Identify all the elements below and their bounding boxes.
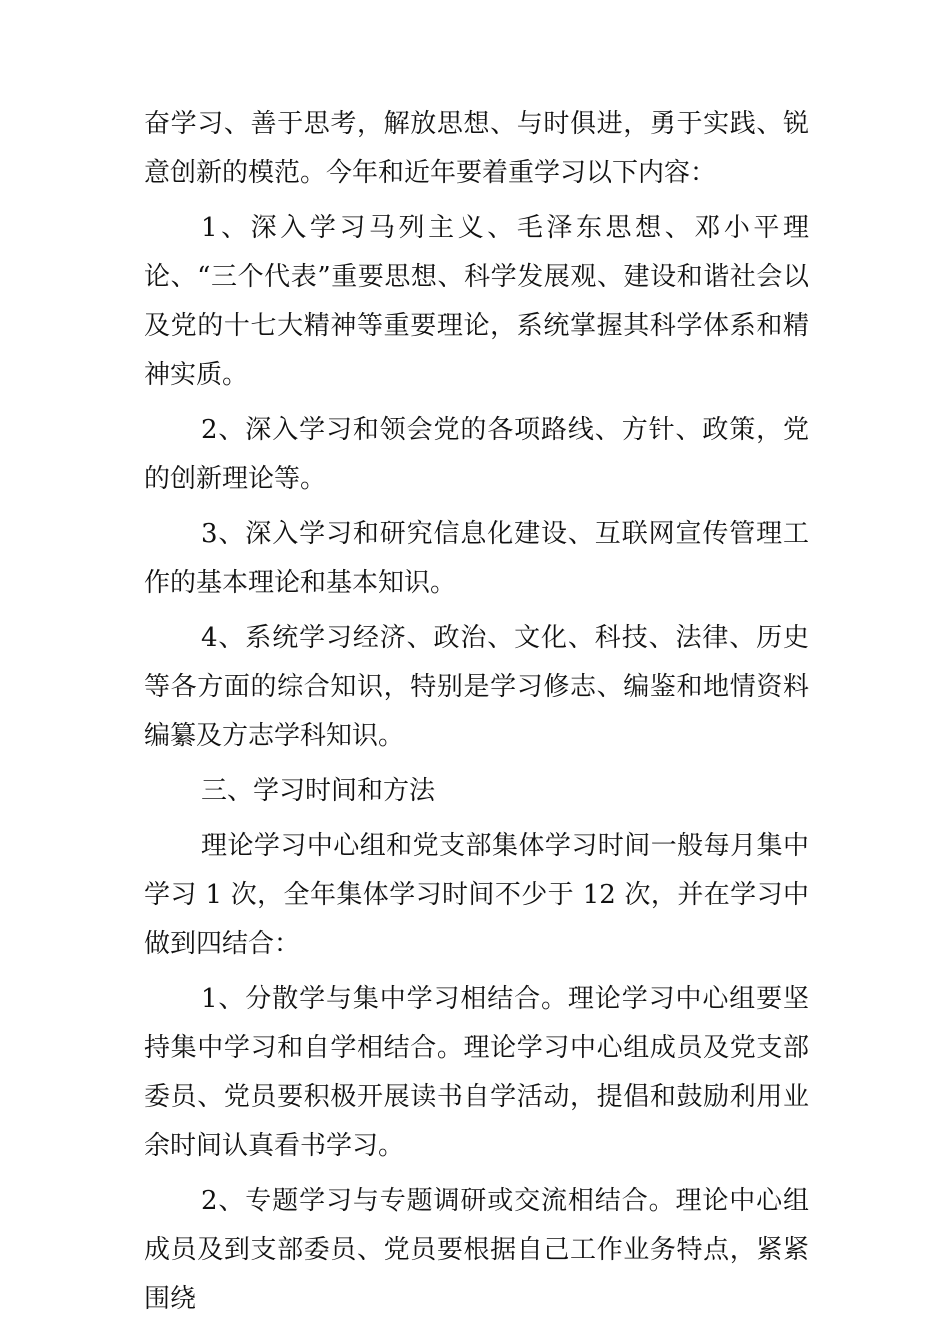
paragraph-method-1: 1、分散学与集中学习相结合。理论学习中心组要坚持集中学习和自学相结合。理论学习中心组成员及党支部委员、党员要积极开展读书自学活动，提倡和鼓励利用业余时间认真看书学习。 bbox=[144, 984, 809, 1161]
paragraph-intro: 奋学习、善于思考，解放思想、与时俱进，勇于实践、锐意创新的模范。今年和近年要着重学习以下内容： bbox=[144, 109, 809, 188]
paragraph-schedule: 理论学习中心组和党支部集体学习时间一般每月集中学习 1 次，全年集体学习时间不少于 12 次，并在学习中做到四结合： bbox=[144, 831, 809, 959]
section-heading: 三、学习时间和方法 bbox=[201, 776, 436, 806]
paragraph-item-4: 4、系统学习经济、政治、文化、科技、法律、历史等各方面的综合知识，特别是学习修志、编鉴和地情资料编纂及方志学科知识。 bbox=[144, 623, 809, 751]
paragraph-item-3: 3、深入学习和研究信息化建设、互联网宣传管理工作的基本理论和基本知识。 bbox=[144, 519, 809, 598]
paragraph-item-2: 2、深入学习和领会党的各项路线、方针、政策，党的创新理论等。 bbox=[144, 415, 809, 494]
document-body bbox=[144, 100, 809, 1330]
paragraph-item-1: 1、深入学习马列主义、毛泽东思想、邓小平理论、“三个代表”重要思想、科学发展观、建设和谐社会以及党的十七大精神等重要理论，系统掌握其科学体系和精神实质。 bbox=[144, 213, 809, 390]
paragraph-method-2: 2、专题学习与专题调研或交流相结合。理论中心组成员及到支部委员、党员要根据自己工作业务特点，紧紧围绕 bbox=[144, 1186, 809, 1314]
